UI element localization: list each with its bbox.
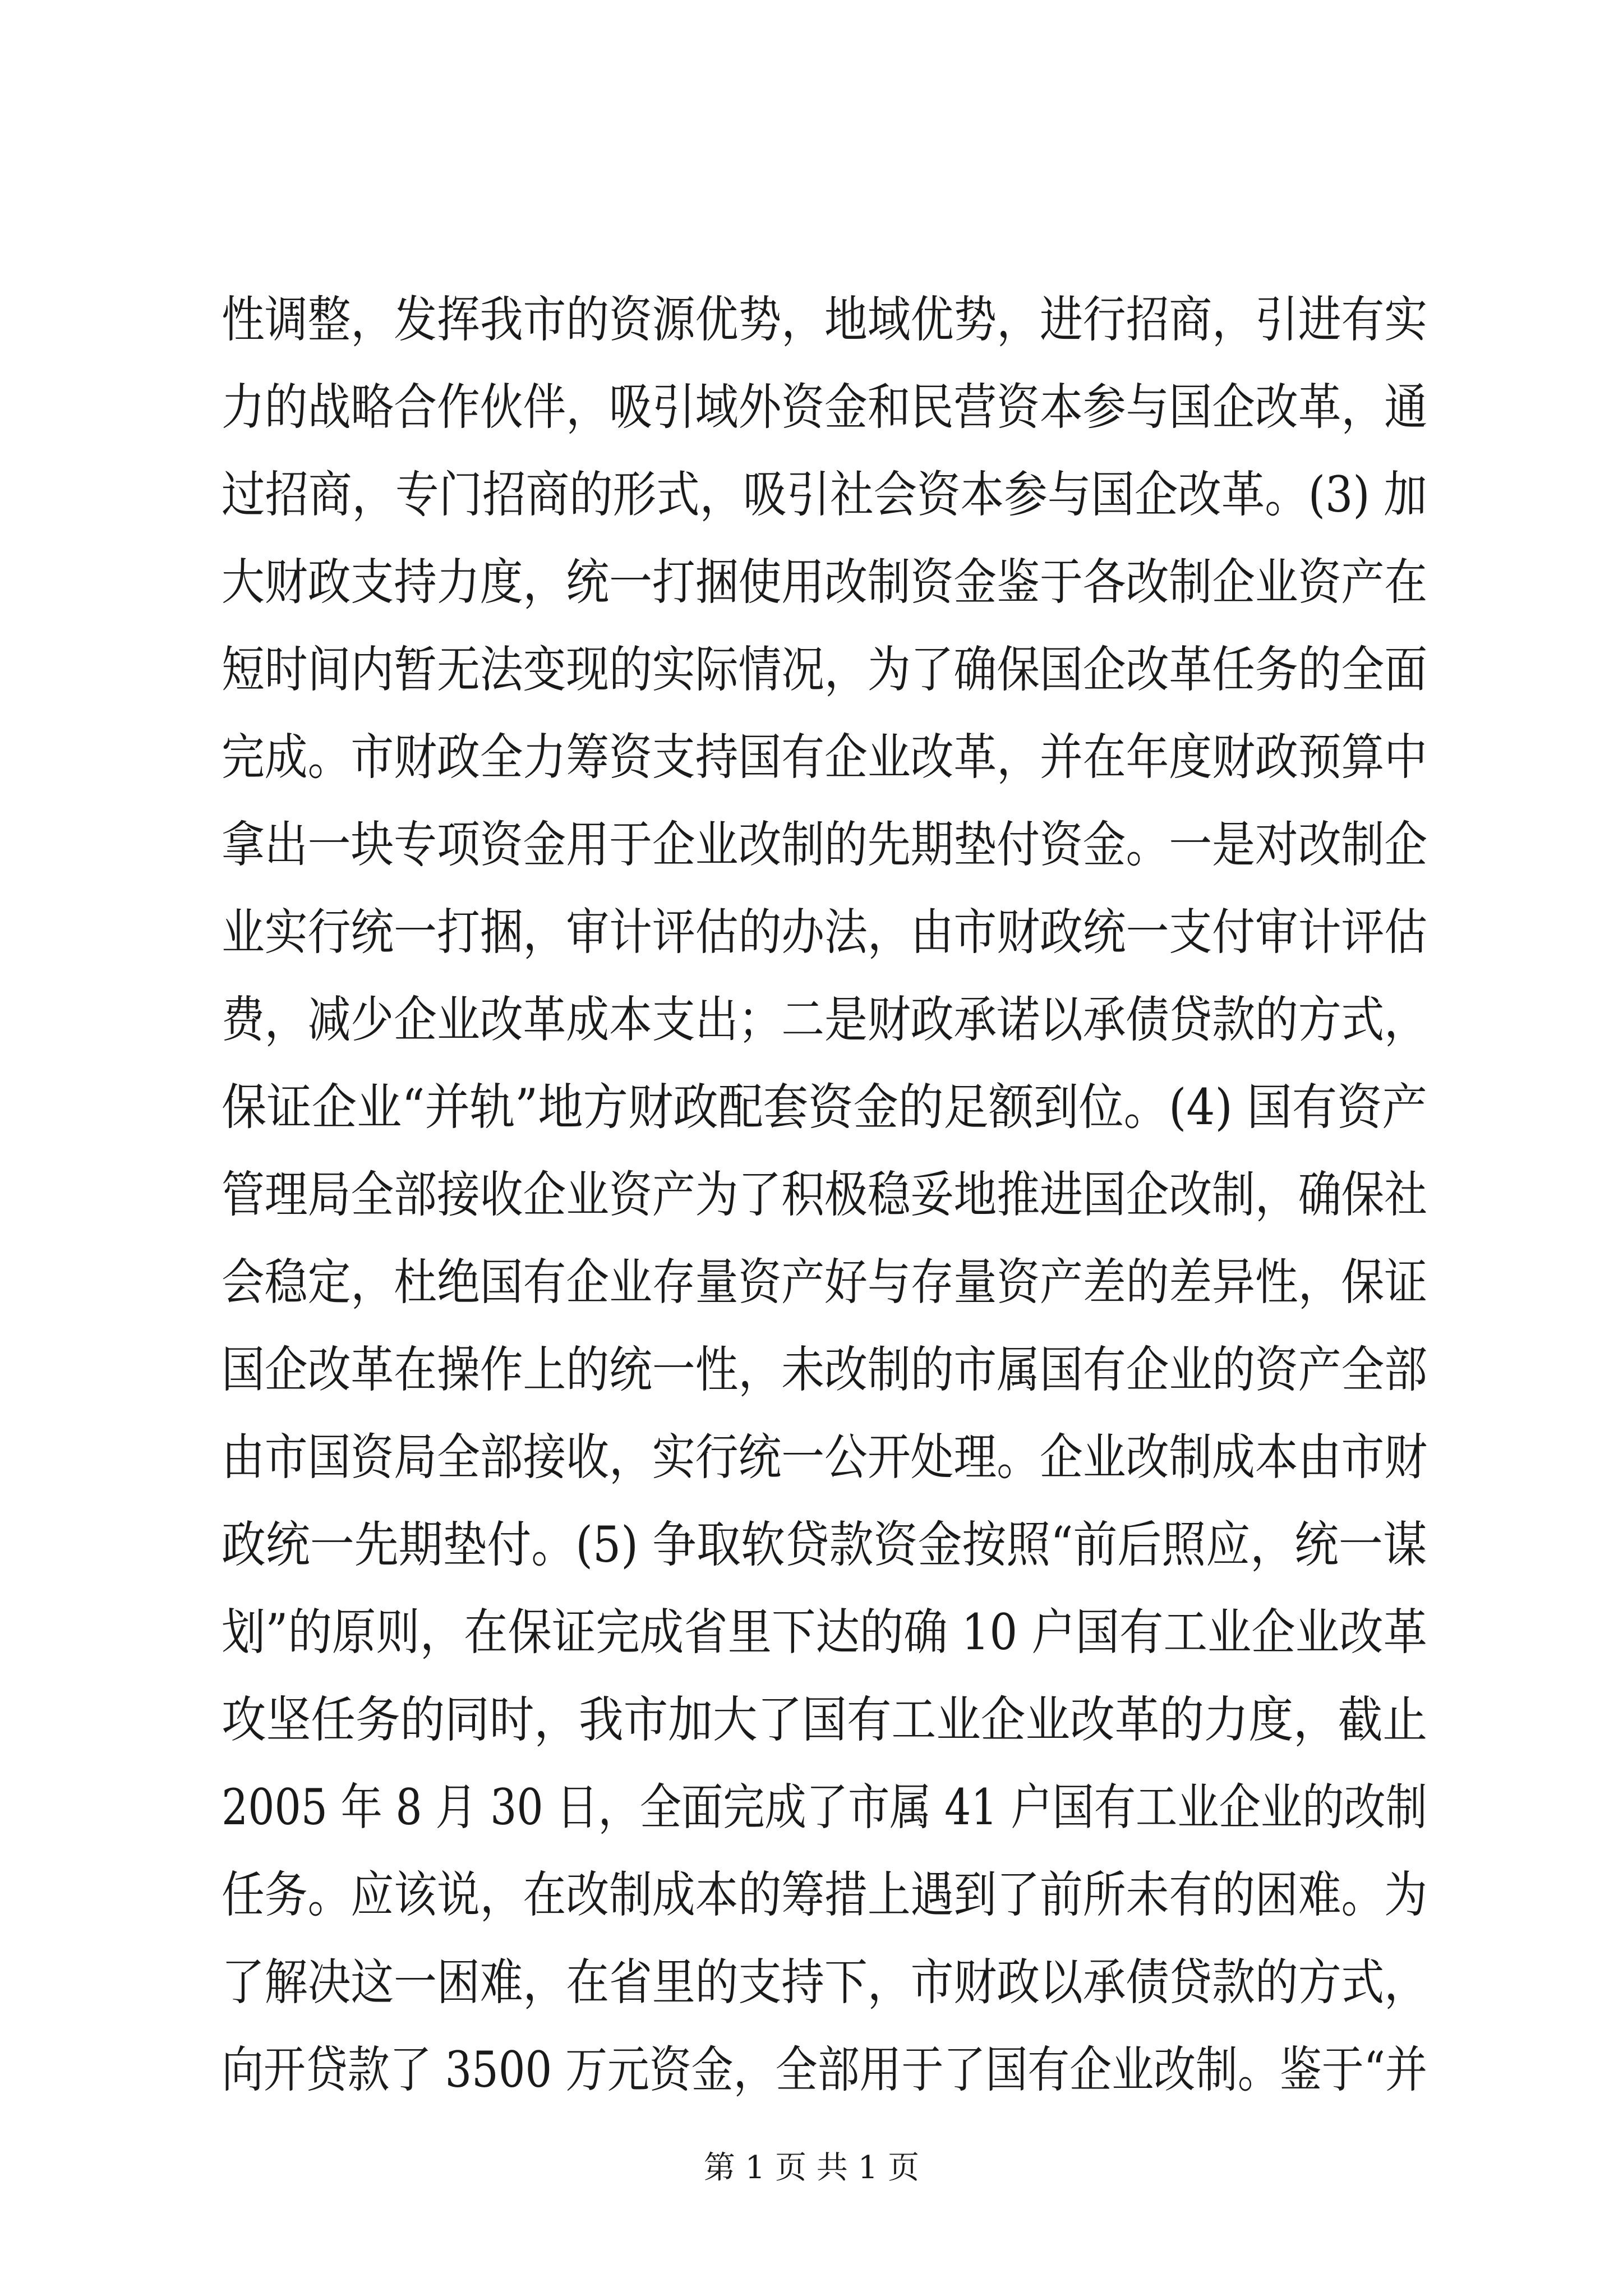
text-line: 拿出一块专项资金用于企业改制的先期垫付资金。一是对改制企	[222, 816, 1428, 873]
text-line: 保证企业“并轨”地方财政配套资金的足额到位。(4) 国有资产	[222, 1078, 1427, 1136]
text-line: 费，减少企业改革成本支出；二是财政承诺以承债贷款的方式，	[222, 991, 1428, 1048]
text-line: 完成。市财政全力筹资支持国有企业改革，并在年度财政预算中	[222, 728, 1428, 786]
text-line: 会稳定，杜绝国有企业存量资产好与存量资产差的差异性，保证	[222, 1253, 1428, 1311]
text-line: 力的战略合作伙伴，吸引域外资金和民营资本参与国企改革，通	[222, 378, 1428, 436]
text-line: 业实行统一打捆，审计评估的办法，由市财政统一支付审计评估	[222, 903, 1428, 961]
text-line: 短时间内暂无法变现的实际情况，为了确保国企改革任务的全面	[222, 641, 1428, 698]
text-line: 任务。应该说，在改制成本的筹措上遇到了前所未有的困难。为	[222, 1866, 1428, 1924]
text-line: 攻坚任务的同时，我市加大了国有工业企业改革的力度，截止	[222, 1691, 1428, 1749]
text-line: 国企改革在操作上的统一性，未改制的市属国有企业的资产全部	[222, 1341, 1428, 1398]
text-line: 划”的原则，在保证完成省里下达的确 10 户国有工业企业改革	[222, 1603, 1427, 1661]
text-line: 管理局全部接收企业资产为了积极稳妥地推进国企改制，确保社	[222, 1166, 1428, 1223]
text-line: 向开贷款了 3500 万元资金，全部用于了国有企业改制。鉴于“并	[222, 2041, 1427, 2099]
text-line: 了解决这一困难，在省里的支持下，市财政以承债贷款的方式，	[222, 1953, 1428, 2011]
text-line: 大财政支持力度，统一打捆使用改制资金鉴于各改制企业资产在	[222, 553, 1428, 611]
text-line: 2005 年 8 月 30 日，全面完成了市属 41 户国有工业企业的改制	[222, 1778, 1427, 1836]
text-line: 过招商，专门招商的形式，吸引社会资本参与国企改革。(3) 加	[222, 466, 1427, 523]
text-line: 性调整，发挥我市的资源优势，地域优势，进行招商，引进有实	[222, 291, 1428, 348]
text-line: 政统一先期垫付。(5) 争取软贷款资金按照“前后照应，统一谋	[222, 1516, 1427, 1573]
page-footer: 第 1 页 共 1 页	[703, 2150, 920, 2186]
text-line: 由市国资局全部接收，实行统一公开处理。企业改制成本由市财	[222, 1428, 1428, 1486]
